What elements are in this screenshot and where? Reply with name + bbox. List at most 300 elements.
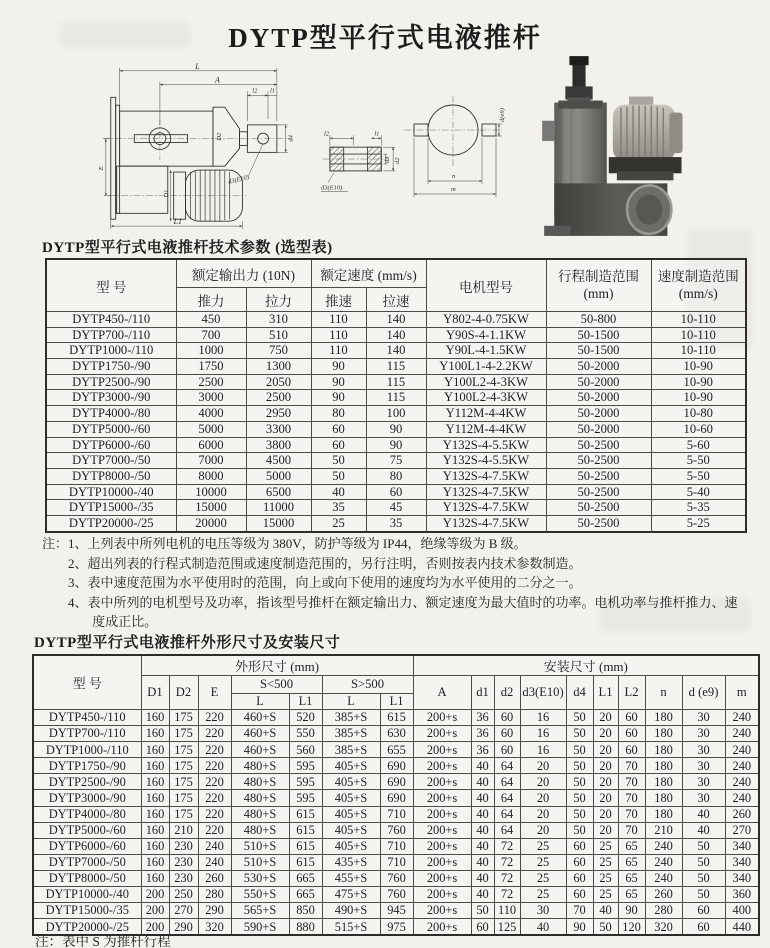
table-cell: 80: [366, 468, 426, 484]
col-header-E: E: [198, 676, 231, 710]
col-header-L1: L1: [593, 676, 618, 710]
table-row: [33, 854, 759, 870]
table-cell: 200+s: [413, 806, 471, 822]
table-cell: 5000: [246, 468, 311, 484]
table-cell: 90: [566, 919, 593, 936]
table-cell: DYTP7000-/50: [46, 453, 176, 469]
table-cell: 64: [494, 822, 520, 838]
table-cell: 520: [289, 710, 322, 726]
table-cell: 40: [520, 919, 566, 936]
table-cell: 30: [682, 710, 725, 726]
table-cell: 50-2500: [546, 468, 651, 484]
dimensions-table-body: [33, 710, 759, 936]
table-cell: 20: [593, 806, 618, 822]
table-cell: 200+s: [413, 887, 471, 903]
table1-caption: DYTP型平行式电液推杆技术参数 (选型表): [42, 240, 333, 256]
table-cell: 595: [289, 758, 322, 774]
table-cell: 140: [366, 312, 426, 328]
table-cell: 200+s: [413, 822, 471, 838]
col-header-n: n: [645, 676, 682, 710]
table-cell: 160: [141, 870, 169, 886]
dim-label-E: E: [98, 166, 105, 171]
table-cell: 25: [593, 887, 618, 903]
table-cell: 200: [141, 887, 169, 903]
table-cell: 480+S: [231, 822, 289, 838]
table-cell: 15000: [176, 500, 246, 516]
table-row: [33, 822, 759, 838]
dim-label-A: A: [214, 75, 220, 85]
table-cell: 710: [380, 854, 413, 870]
table-cell: 50-800: [546, 312, 651, 328]
table-cell: 550+S: [231, 887, 289, 903]
table-cell: 200: [141, 903, 169, 919]
table-cell: 20: [593, 774, 618, 790]
table-cell: 20: [520, 822, 566, 838]
table-cell: 20: [593, 790, 618, 806]
table-cell: 690: [380, 790, 413, 806]
table-cell: 240: [725, 774, 759, 790]
table-cell: 35: [366, 515, 426, 531]
table-cell: DYTP3000-/90: [33, 790, 141, 806]
col-header-speed-range: [651, 259, 746, 312]
table-cell: 64: [494, 806, 520, 822]
table-cell: 10-90: [651, 390, 746, 406]
figure-area: [0, 52, 770, 242]
table-cell: 72: [494, 838, 520, 854]
table-cell: DYTP4000-/80: [33, 806, 141, 822]
table-cell: 760: [380, 822, 413, 838]
table-cell: DYTP1750-/90: [46, 359, 176, 375]
table-cell: 72: [494, 887, 520, 903]
table-cell: 50-2000: [546, 390, 651, 406]
table-cell: 25: [593, 838, 618, 854]
table-cell: 310: [246, 312, 311, 328]
table-cell: 615: [289, 806, 322, 822]
col-group-install-dims: 安装尺寸 (mm): [413, 655, 759, 676]
dim-label-d4: d4: [287, 135, 295, 142]
table-cell: 240: [645, 870, 682, 886]
table-cell: 220: [198, 774, 231, 790]
table-cell: 200+s: [413, 870, 471, 886]
col-header-push-speed: 推速: [311, 288, 366, 312]
table-cell: 40: [471, 790, 494, 806]
table-cell: 60: [311, 421, 366, 437]
col-group-s-lt-500: S<500: [231, 676, 322, 694]
table-cell: 50: [566, 710, 593, 726]
table-cell: DYTP15000-/35: [33, 903, 141, 919]
table-cell: 160: [141, 854, 169, 870]
table-cell: Y132S-4-7.5KW: [426, 468, 546, 484]
table-row: [46, 500, 746, 516]
table-cell: 160: [141, 774, 169, 790]
stroke-range-title: 行程制造范围: [558, 268, 639, 284]
table-cell: 50: [311, 453, 366, 469]
table-cell: 40: [471, 774, 494, 790]
col-header-d3-E10: d3(E10): [520, 676, 566, 710]
table-cell: 200: [141, 919, 169, 936]
spec-table: [45, 258, 747, 533]
table-cell: 595: [289, 774, 322, 790]
table-cell: 270: [169, 903, 198, 919]
table-cell: Y90L-4-1.5KW: [426, 343, 546, 359]
table-cell: 510+S: [231, 838, 289, 854]
table-cell: 25: [520, 870, 566, 886]
table-cell: 16: [520, 726, 566, 742]
table-cell: 405+S: [322, 838, 380, 854]
table-cell: 36: [471, 726, 494, 742]
table-cell: 175: [169, 758, 198, 774]
col-header-push-force: 推力: [176, 288, 246, 312]
table-cell: 90: [366, 437, 426, 453]
col-group-s-gt-500: S>500: [322, 676, 413, 694]
table-cell: 125: [494, 919, 520, 936]
table-cell: 220: [198, 742, 231, 758]
table-cell: 405+S: [322, 774, 380, 790]
table-cell: 175: [169, 742, 198, 758]
table-cell: 340: [725, 870, 759, 886]
dim-label-D2: D2: [215, 132, 223, 141]
table-cell: 50-2000: [546, 406, 651, 422]
table-cell: Y802-4-0.75KW: [426, 312, 546, 328]
col-header-A: A: [413, 676, 471, 710]
table-cell: 200+s: [413, 774, 471, 790]
table-cell: 40: [471, 758, 494, 774]
table-cell: 60: [366, 484, 426, 500]
dim-label-m: m: [451, 186, 456, 193]
table-cell: 90: [311, 374, 366, 390]
table-cell: 590+S: [231, 919, 289, 936]
table-cell: 240: [645, 854, 682, 870]
table-cell: 160: [141, 806, 169, 822]
stroke-footnote: 注：表中 S 为推杆行程: [35, 934, 171, 948]
table-cell: 50: [682, 838, 725, 854]
table-cell: 240: [725, 758, 759, 774]
table-cell: 480+S: [231, 758, 289, 774]
table-cell: 200+s: [413, 742, 471, 758]
table-cell: 180: [645, 726, 682, 742]
table-cell: 4500: [246, 453, 311, 469]
table-cell: 240: [725, 710, 759, 726]
table-cell: 15000: [246, 515, 311, 531]
table-cell: 115: [366, 374, 426, 390]
table-cell: 60: [618, 742, 645, 758]
table-cell: 760: [380, 870, 413, 886]
table-cell: Y100L1-4-2.2KW: [426, 359, 546, 375]
table-row: [46, 406, 746, 422]
table-cell: DYTP2500-/90: [33, 774, 141, 790]
table-cell: DYTP1000-/110: [46, 343, 176, 359]
table-cell: 360: [725, 887, 759, 903]
table-cell: 3800: [246, 437, 311, 453]
table-cell: 1300: [246, 359, 311, 375]
table-cell: 140: [366, 327, 426, 343]
table-cell: DYTP7000-/50: [33, 854, 141, 870]
table-cell: 480+S: [231, 790, 289, 806]
table-cell: 64: [494, 774, 520, 790]
table-cell: 455+S: [322, 870, 380, 886]
table-cell: 180: [645, 710, 682, 726]
table-cell: 5-50: [651, 468, 746, 484]
table-cell: 40: [471, 838, 494, 854]
table-cell: 50-2500: [546, 500, 651, 516]
table-cell: 210: [645, 822, 682, 838]
table-cell: 175: [169, 774, 198, 790]
col-header-L-lt: L: [231, 694, 289, 710]
table-cell: 10-110: [651, 343, 746, 359]
table-cell: 175: [169, 710, 198, 726]
table-cell: 20: [593, 710, 618, 726]
table-cell: 75: [366, 453, 426, 469]
table-cell: 260: [725, 806, 759, 822]
table-cell: 90: [618, 903, 645, 919]
table-cell: 270: [725, 822, 759, 838]
table-cell: DYTP450-/110: [46, 312, 176, 328]
table-cell: 180: [645, 806, 682, 822]
table-cell: 5-60: [651, 437, 746, 453]
table-cell: 850: [289, 903, 322, 919]
table-cell: 50-2000: [546, 421, 651, 437]
stroke-range-unit: (mm): [583, 285, 614, 301]
col-header-L-gt: L: [322, 694, 380, 710]
table-cell: 710: [380, 838, 413, 854]
table-cell: 405+S: [322, 806, 380, 822]
table-cell: 30: [682, 790, 725, 806]
col-header-rated-output: 额定输出力 (10N): [176, 259, 311, 288]
table-cell: 60: [566, 887, 593, 903]
table-cell: 90: [311, 390, 366, 406]
table-cell: 565+S: [231, 903, 289, 919]
table-cell: 700: [176, 327, 246, 343]
table-cell: 50: [566, 742, 593, 758]
table-row: [46, 421, 746, 437]
table-cell: 320: [198, 919, 231, 936]
table-cell: 60: [471, 919, 494, 936]
table-row: [46, 468, 746, 484]
note-item: 2、超出列表的行程式制造范围或速度制造范围的，另行注明，否则按表内技术参数制造。: [68, 555, 582, 571]
table-cell: 220: [198, 822, 231, 838]
table-cell: 65: [618, 887, 645, 903]
table-cell: Y90S-4-1.1KW: [426, 327, 546, 343]
table-cell: 595: [289, 790, 322, 806]
table-cell: 65: [618, 854, 645, 870]
table-cell: DYTP6000-/60: [46, 437, 176, 453]
table-cell: Y132S-4-5.5KW: [426, 453, 546, 469]
table-cell: 260: [645, 887, 682, 903]
table-row: [46, 437, 746, 453]
table-cell: DYTP5000-/60: [33, 822, 141, 838]
table-cell: 4000: [176, 406, 246, 422]
table-row: [46, 312, 746, 328]
table-cell: 180: [645, 758, 682, 774]
table-cell: 760: [380, 887, 413, 903]
table-cell: 40: [593, 903, 618, 919]
table-cell: 665: [289, 870, 322, 886]
col-header-D2: D2: [169, 676, 198, 710]
table-cell: 250: [169, 887, 198, 903]
table-cell: 20: [520, 774, 566, 790]
table-cell: 230: [169, 870, 198, 886]
dim-label-l2: l2: [323, 130, 330, 138]
table-row: [33, 774, 759, 790]
table-row: [46, 359, 746, 375]
col-header-pull-force: 拉力: [246, 288, 311, 312]
table-cell: 320: [645, 919, 682, 936]
table-cell: 240: [725, 790, 759, 806]
table-row: [33, 758, 759, 774]
table-cell: 200+s: [413, 726, 471, 742]
col-header-rated-speed: 额定速度 (mm/s): [311, 259, 426, 288]
table-cell: 70: [618, 806, 645, 822]
table-cell: 200+s: [413, 758, 471, 774]
notes-label: 注：: [42, 536, 69, 551]
col-header-D1: D1: [141, 676, 169, 710]
col-header-d-e9: d (e9): [682, 676, 725, 710]
table-cell: 36: [471, 710, 494, 726]
table-cell: DYTP20000-/25: [33, 919, 141, 936]
table-cell: 180: [645, 742, 682, 758]
table-cell: 260: [198, 870, 231, 886]
table-cell: 5-25: [651, 515, 746, 531]
table-cell: 160: [141, 790, 169, 806]
table-cell: 60: [682, 903, 725, 919]
table-cell: 80: [311, 406, 366, 422]
table-cell: 50: [471, 903, 494, 919]
table-cell: 50-2000: [546, 359, 651, 375]
table-cell: 220: [198, 710, 231, 726]
table-cell: 160: [141, 758, 169, 774]
col-header-stroke-range: [546, 259, 651, 312]
table-cell: 25: [520, 854, 566, 870]
table-cell: 880: [289, 919, 322, 936]
table-cell: 70: [618, 758, 645, 774]
table-cell: 35: [311, 500, 366, 516]
table-cell: 230: [169, 854, 198, 870]
table-cell: 50-2500: [546, 484, 651, 500]
table-cell: 490+S: [322, 903, 380, 919]
table-row: [33, 790, 759, 806]
table-row: [33, 903, 759, 919]
technical-drawing-side-view: [98, 60, 326, 232]
table-row: [46, 343, 746, 359]
table-cell: 510+S: [231, 854, 289, 870]
table-cell: 240: [725, 742, 759, 758]
table-cell: 50-2000: [546, 374, 651, 390]
table-cell: 60: [566, 854, 593, 870]
col-header-L1-lt: L1: [289, 694, 322, 710]
col-header-d2: d2: [494, 676, 520, 710]
table-cell: 100: [366, 406, 426, 422]
col-header-pull-speed: 拉速: [366, 288, 426, 312]
table-cell: Y100L2-4-3KW: [426, 374, 546, 390]
table-cell: 615: [289, 838, 322, 854]
table-cell: 515+S: [322, 919, 380, 936]
table-cell: 975: [380, 919, 413, 936]
table-cell: 220: [198, 790, 231, 806]
table-cell: 200+s: [413, 838, 471, 854]
table-row: [33, 838, 759, 854]
table-cell: Y112M-4-4KW: [426, 406, 546, 422]
table-cell: 120: [618, 919, 645, 936]
table-cell: 60: [494, 726, 520, 742]
table-cell: 2500: [176, 374, 246, 390]
table-cell: 2050: [246, 374, 311, 390]
table-cell: DYTP2500-/90: [46, 374, 176, 390]
table-cell: 115: [366, 390, 426, 406]
table-cell: 60: [682, 919, 725, 936]
table-cell: 475+S: [322, 887, 380, 903]
table-cell: 40: [682, 806, 725, 822]
table-cell: 460+S: [231, 726, 289, 742]
table-cell: 220: [198, 758, 231, 774]
table-cell: 65: [618, 870, 645, 886]
table-cell: 210: [169, 822, 198, 838]
table-cell: 50: [566, 726, 593, 742]
table-cell: DYTP10000-/40: [33, 887, 141, 903]
dim-label-d3e10: d3(E10): [320, 184, 343, 192]
table-cell: 160: [141, 726, 169, 742]
table-cell: Y132S-4-5.5KW: [426, 437, 546, 453]
table-cell: Y132S-4-7.5KW: [426, 484, 546, 500]
col-header-d1: d1: [471, 676, 494, 710]
table-cell: 750: [246, 343, 311, 359]
table-cell: 630: [380, 726, 413, 742]
dim-label-L1: L1: [173, 217, 182, 227]
table-cell: 480+S: [231, 806, 289, 822]
table-cell: 10-60: [651, 421, 746, 437]
table-cell: 50-2500: [546, 437, 651, 453]
table-row: [46, 390, 746, 406]
page-title: DYTP型平行式电液推杆: [228, 23, 542, 53]
table-cell: 435+S: [322, 854, 380, 870]
table-cell: 90: [311, 359, 366, 375]
table-cell: 200+s: [413, 919, 471, 936]
product-photo: [528, 56, 730, 236]
table-cell: 615: [380, 710, 413, 726]
table-row: [46, 484, 746, 500]
table-cell: 72: [494, 870, 520, 886]
notes-block: [42, 534, 748, 632]
table-cell: 200+s: [413, 903, 471, 919]
table-cell: Y132S-4-7.5KW: [426, 500, 546, 516]
table-row: [46, 374, 746, 390]
table-cell: 60: [618, 710, 645, 726]
table-row: [33, 887, 759, 903]
table-cell: 160: [141, 742, 169, 758]
table-cell: 40: [471, 806, 494, 822]
note-item: 4、表中所列的电机型号及功率，指该型号推杆在额定输出力、额定速度为最大值时的功率。电机功率与推杆推力、速度成正比。: [68, 594, 738, 630]
table-cell: 20000: [176, 515, 246, 531]
table-cell: DYTP5000-/60: [46, 421, 176, 437]
table-cell: 10000: [176, 484, 246, 500]
table-cell: 25: [520, 887, 566, 903]
table-cell: 480+S: [231, 774, 289, 790]
table-cell: 160: [141, 838, 169, 854]
dim-label-l1: l1: [374, 130, 380, 138]
table-cell: 60: [618, 726, 645, 742]
table-cell: DYTP15000-/35: [46, 500, 176, 516]
table-cell: 36: [471, 742, 494, 758]
table-cell: 10-110: [651, 327, 746, 343]
dim-label-l2: l2: [252, 87, 258, 95]
spec-table-body: [46, 312, 746, 532]
table-cell: 200+s: [413, 710, 471, 726]
table-cell: 30: [682, 726, 725, 742]
table-cell: 40: [682, 822, 725, 838]
table-cell: 3300: [246, 421, 311, 437]
table-cell: 25: [520, 838, 566, 854]
table-cell: 460+S: [231, 710, 289, 726]
table-cell: 240: [725, 726, 759, 742]
